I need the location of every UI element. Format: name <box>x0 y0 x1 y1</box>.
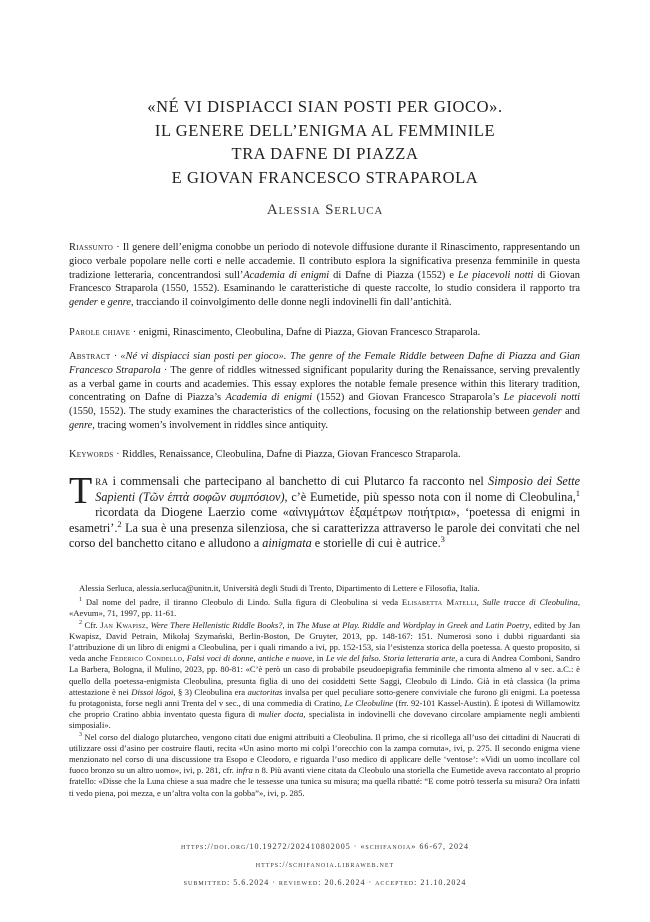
text-run: (1552) and Giovan Francesco Straparola’s <box>312 392 504 404</box>
title-line: TRA DAFNE DI PIAZZA <box>231 144 419 163</box>
riassunto-paragraph <box>69 241 580 310</box>
riassunto-label: Riassunto <box>69 242 114 253</box>
text-run: gender <box>532 406 562 418</box>
text-run: e <box>97 297 108 309</box>
text-run: Were There Hellenistic Riddle Books? <box>150 619 283 630</box>
text-run: · Riddles, Renaissance, Cleobulina, Dafne di Piazza, Giovan Francesco Straparola. <box>113 449 461 460</box>
text-run: , c’è Eumetide, più spesso nota con il nome di Cleobulina, <box>284 489 576 504</box>
journal-website-link[interactable]: https://schifanoia.libraweb.net <box>255 860 395 869</box>
text-run: · «Né vi dispiacci sian posti per gioco». The genre of the Female Riddle between Dafne di Piazza and Gian Francesco Straparola <box>69 351 580 376</box>
title-line: «NÉ VI DISPIACCI SIAN POSTI PER GIOCO». <box>147 97 503 116</box>
text-run: Le piacevoli notti <box>457 269 534 281</box>
title-line: E GIOVAN FRANCESCO STRAPAROLA <box>171 167 479 187</box>
title-line: IL GENERE DELL’ENIGMA AL FEMMINILE <box>154 120 496 140</box>
text-run: ainigmata <box>262 536 312 551</box>
text-run: · The genre of riddles witnessed significant popularity during the Renaissance, serving prevalently as a verbal game in courts and academies. This essay explores the notable female presence within this literary tradition, concentrating on Dafne di Piazza’s <box>69 364 581 404</box>
text-run: , specialista in indovinelli che dovevano circolare ampiamente negli ambienti simposiali». <box>69 709 580 731</box>
text-run: , <box>145 619 151 630</box>
text-run: · Il genere dell’enigma conobbe un periodo di notevole diffusione durante il Rinascimento, rappresentando un gioco verbale popolare nelle corti e nelle accademie. Il contributo esplora la significativa presenza femminile in questa tradizione letteraria, concentrandosi sull’ <box>69 242 580 281</box>
text-run: Le piacevoli notti <box>503 392 580 404</box>
keywords-paragraph <box>69 448 580 462</box>
parole-chiave-paragraph <box>69 326 580 340</box>
text-run: , tracciando il coinvolgimento delle donne negli indovinelli fin dall’antichità. <box>130 297 452 309</box>
text-run: gender <box>69 297 98 309</box>
text-run: Elisabetta Matelli <box>401 597 477 608</box>
text-run: , <box>182 653 187 664</box>
submission-dates: submitted: 5.6.2024 · reviewed: 20.6.2024 · accepted: 21.10.2024 <box>183 878 467 887</box>
abstract-label: Abstract <box>69 351 111 362</box>
text-run: , edited by Jan Kwapisz, David Petrain, Mikołaj Szymański, Berlin-Boston, De Gruyter, 2013, pp. 148-167: 151. Numerosi sono i dubbi riguardanti sia l’attribuzione di un libro di enigmi a Cleobulina, per i quali rimando a ivi, pp. 152-153, sia l’esistenza storica della poetessa. A questo proposito, si veda anche <box>69 619 581 664</box>
text-run: , «Aevum», 71, 1997, pp. 11-61. <box>69 597 580 619</box>
text-run: genre <box>69 419 93 431</box>
text-run: Jan Kwapisz <box>100 619 146 630</box>
text-run: · enigmi, Rinascimento, Cleobulina, Dafne di Piazza, Giovan Francesco Straparola. <box>130 327 481 338</box>
text-run: Academia di enigmi <box>243 269 330 281</box>
text-run: , a cura di Andrea Comboni, Sandro La Barbera, Bologna, il Mulino, 2023, pp. 80-81: «C’è però un caso di probabile pseudoepigrafia femminile che rimonta almeno al v sec. a.C.: è quello della poetessa-enigmista Cleobulina, presunta figlia di uno dei cosiddetti Sette Saggi, Cleobulo di Lindo. Già in età classica (la prima attestazione è nei <box>69 653 580 697</box>
doi-link[interactable]: https://doi.org/10.19272/202410802005 · «schifanoia» 66-67, 2024 <box>180 842 469 851</box>
text-run: e storielle di cui è autrice. <box>311 536 441 551</box>
body-paragraph <box>69 470 581 552</box>
article-title <box>60 95 590 189</box>
parole-chiave-label: Parole chiave <box>69 327 131 338</box>
text-run: Academia di enigmi <box>225 392 313 404</box>
text-run: genre <box>107 297 131 309</box>
text-run: di Dafne di Piazza (1552) e <box>329 269 458 281</box>
text-run: , in <box>312 653 326 664</box>
footnotes <box>69 583 580 799</box>
footnote-1 <box>69 597 580 619</box>
text-run: Nel corso del dialogo plutarcheo, vengono citati due enigmi attribuiti a Cleobulina. Il primo, che si ricollega all’uso dei cittadini di Naucrati di utilizzare ossi d’asino per costruire flauti, recita «Un asino morto mi colpì l’orecchio con la zampa cornuta», ivi, p. 275. Il secondo enigma viene menzionato nel corso di una discussione tra Esopo e Cleodoro, e riguarda l’uso medico di applicare delle ‘ventose’: «Vidi un uomo incollare col fuoco bronzo su un altro uomo», ivi, p. 281, cfr. <box>69 731 580 776</box>
text-run: i commensali che partecipano al banchetto di cui Plutarco fa racconto nel <box>108 474 489 488</box>
text-run: , § 3) Cleobulina era <box>173 686 248 697</box>
footnote-ref[interactable]: 1 <box>575 487 581 498</box>
text-run: and <box>561 406 580 418</box>
text-run: auctoritas <box>247 686 283 697</box>
footnote-number: 2 <box>79 619 83 626</box>
author-affiliation: Alessia Serluca, alessia.serluca@unitn.it, Università degli Studi di Trento, Dipartimento di Lettere e Filosofia, Italia. <box>79 583 480 593</box>
text-run: Sulle tracce di Cleobulina <box>482 597 578 608</box>
keywords-label: Keywords <box>69 449 114 460</box>
footnote-3 <box>69 732 580 799</box>
footnote-ref[interactable]: 3 <box>440 534 445 545</box>
text-run: , in <box>282 619 297 630</box>
text-run: Cfr. <box>82 619 101 630</box>
text-run: , <box>476 597 483 608</box>
text-run: La sua è una presenza silenziosa, che si caratterizza attraverso le parole dei convitati che nel corso del banchetto citano e alludono a <box>69 520 580 551</box>
text-run: Le vie del falso. Storia letteraria arte <box>325 653 456 664</box>
text-run: mulier docta <box>258 709 304 720</box>
footnote-number: 1 <box>79 597 83 604</box>
text-run: Dal nome del padre, il tiranno Cleobulo di Lindo. Sulla figura di Cleobulina si veda <box>82 597 402 608</box>
text-run: Falsi voci di donne, antiche e nuove <box>186 653 313 664</box>
abstract-paragraph <box>69 350 580 433</box>
drop-cap: T <box>69 470 93 512</box>
text-run: Simposio dei Sette Sapienti (Τῶν ἑπτὰ σοφῶν συμπόσιον) <box>95 474 581 504</box>
footnote-ref[interactable]: 2 <box>117 518 122 529</box>
author-name: Alessia Serluca <box>266 202 384 218</box>
text-run: (frr. 92-101 Kassel-Austin). È ipotesi di Willamowitz che proprio Cratino abbia inventato questa figura di <box>69 698 580 720</box>
footnote-2 <box>69 620 580 732</box>
text-run: , tracing women’s involvement in riddles since antiquity. <box>92 419 328 431</box>
text-run: n 8. Più avanti viene citata da Cleobulo una storiella che Eumetide aveva raccontato al proprio fratello: «Disse che la Luna chiese a sua madre che le tessesse una tunica su misura; ma quella ribatté: “E come potrò tesserla su misura? Ora infatti ti vedo piena, poi mezza, e un’altra volta con la gobba”», ivi, p. 285. <box>69 765 580 798</box>
text-run: (1550, 1552). The study examines the characteristics of the collections, focusing on the relationship between <box>69 406 533 418</box>
text-run: di Giovan Francesco Straparola (1550, 1552). Esaminando le caratteristiche di queste raccolte, lo studio considera il rapporto tra <box>69 269 580 295</box>
text-run: Dissoi lógoi <box>131 686 174 697</box>
text-run: ricordata da Diogene Laerzio come «αἰνιγμάτων ἑξαμέτρων ποιήτρια», ‘poetessa di enigmi in esametri’. <box>69 505 580 535</box>
text-run: The Muse at Play. Riddle and Wordplay in Greek and Latin Poetry <box>296 619 530 630</box>
text-run: Federico Condello <box>109 653 183 664</box>
footnote-number: 3 <box>79 731 83 738</box>
text-run: infra <box>236 765 253 776</box>
text-run: ra <box>95 474 109 488</box>
text-run: invalsa per quel peculiare sotto-genere conviviale che furono gli enigmi. La poetessa fu protagonista, forse negli anni Trenta del v sec., di una commedia di Cratino, <box>69 686 580 709</box>
text-run: Le Cleobuline <box>344 698 394 709</box>
